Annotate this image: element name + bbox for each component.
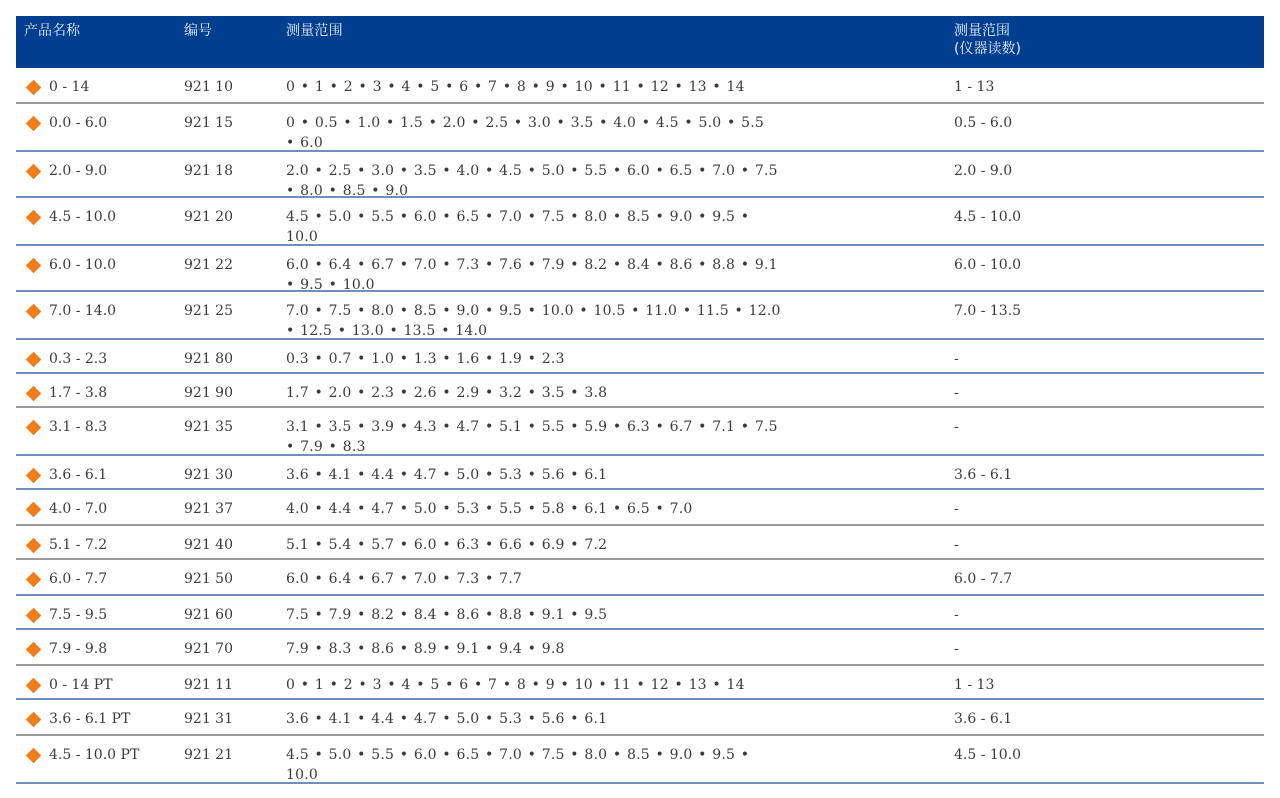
range-line-1: 6.0 • 6.4 • 6.7 • 7.0 • 7.3 • 7.6 • 7.9 • 8.2 • 8.4 • 8.6 • 8.8 • 9.1 (286, 257, 778, 273)
orange-diamond-bullet-icon (26, 607, 42, 623)
product-code: 921 20 (184, 209, 233, 225)
reading-range: 7.0 - 13.5 (954, 303, 1022, 319)
range-line-1: 0 • 1 • 2 • 3 • 4 • 5 • 6 • 7 • 8 • 9 • 10 • 11 • 12 • 13 • 14 (286, 79, 745, 95)
product-name-cell (24, 417, 107, 437)
orange-diamond-bullet-icon (26, 537, 42, 553)
range-line-2: • 12.5 • 13.0 • 13.5 • 14.0 (286, 323, 488, 339)
range-line-1: 1.7 • 2.0 • 2.3 • 2.6 • 2.9 • 3.2 • 3.5 • 3.8 (286, 385, 608, 401)
range-line-2: • 6.0 (286, 135, 323, 151)
orange-diamond-bullet-icon (26, 419, 42, 435)
range-line-1: 4.5 • 5.0 • 5.5 • 6.0 • 6.5 • 7.0 • 7.5 • 8.0 • 8.5 • 9.0 • 9.5 • (286, 209, 750, 225)
product-code: 921 11 (184, 677, 233, 693)
product-name-cell (24, 161, 107, 181)
product-code: 921 15 (184, 115, 233, 131)
header-reading-range-line2: (仪器读数) (954, 41, 1021, 57)
orange-diamond-bullet-icon (26, 163, 42, 179)
product-code: 921 35 (184, 419, 233, 435)
product-name: 3.6 - 6.1 (49, 467, 108, 483)
measurement-range (286, 417, 926, 457)
product-name: 3.6 - 6.1 PT (49, 711, 131, 727)
measurement-range (286, 113, 926, 153)
product-name-cell (24, 639, 107, 659)
reading-range: 4.5 - 10.0 (954, 209, 1022, 225)
orange-diamond-bullet-icon (26, 351, 42, 367)
range-line-1: 3.1 • 3.5 • 3.9 • 4.3 • 4.7 • 5.1 • 5.5 • 5.9 • 6.3 • 6.7 • 7.1 • 7.5 (286, 419, 778, 435)
product-code: 921 25 (184, 303, 233, 319)
product-name-cell (24, 499, 107, 519)
header-reading-range-line1: 测量范围 (954, 23, 1010, 39)
product-code: 921 80 (184, 351, 233, 367)
product-name-cell (24, 605, 107, 625)
measurement-range (286, 161, 926, 201)
product-name: 4.5 - 10.0 PT (49, 747, 140, 763)
product-name: 0 - 14 (49, 79, 90, 95)
reading-range: - (954, 641, 959, 657)
product-code: 921 90 (184, 385, 233, 401)
reading-range: 0.5 - 6.0 (954, 115, 1013, 131)
header-product-name: 产品名称 (24, 23, 80, 39)
reading-range: 4.5 - 10.0 (954, 747, 1022, 763)
table-row (16, 666, 1264, 700)
orange-diamond-bullet-icon (26, 747, 42, 763)
table-body (16, 68, 1264, 784)
orange-diamond-bullet-icon (26, 385, 42, 401)
table-header (16, 16, 1264, 68)
range-line-2: • 7.9 • 8.3 (286, 439, 366, 455)
measurement-range (286, 207, 926, 247)
table-row (16, 700, 1264, 736)
reading-range: - (954, 501, 959, 517)
product-name-cell (24, 349, 107, 369)
orange-diamond-bullet-icon (26, 467, 42, 483)
range-line-1: 7.0 • 7.5 • 8.0 • 8.5 • 9.0 • 9.5 • 10.0 • 10.5 • 11.0 • 11.5 • 12.0 (286, 303, 781, 319)
range-line-1: 7.5 • 7.9 • 8.2 • 8.4 • 8.6 • 8.8 • 9.1 • 9.5 (286, 607, 608, 623)
product-name-cell (24, 383, 107, 403)
product-range-table (16, 16, 1264, 784)
table-row (16, 198, 1264, 246)
product-name-cell (24, 535, 107, 555)
product-name: 2.0 - 9.0 (49, 163, 108, 179)
orange-diamond-bullet-icon (26, 677, 42, 693)
range-line-1: 7.9 • 8.3 • 8.6 • 8.9 • 9.1 • 9.4 • 9.8 (286, 641, 565, 657)
product-name-cell (24, 113, 107, 133)
range-line-1: 4.5 • 5.0 • 5.5 • 6.0 • 6.5 • 7.0 • 7.5 • 8.0 • 8.5 • 9.0 • 9.5 • (286, 747, 750, 763)
product-name: 7.9 - 9.8 (49, 641, 108, 657)
product-code: 921 70 (184, 641, 233, 657)
product-name-cell (24, 465, 107, 485)
table-row (16, 292, 1264, 340)
product-name-cell (24, 77, 89, 97)
product-name: 4.5 - 10.0 (49, 209, 117, 225)
table-row (16, 560, 1264, 596)
table-row (16, 456, 1264, 490)
table-row (16, 526, 1264, 560)
range-line-1: 3.6 • 4.1 • 4.4 • 4.7 • 5.0 • 5.3 • 5.6 • 6.1 (286, 467, 608, 483)
range-line-1: 5.1 • 5.4 • 5.7 • 6.0 • 6.3 • 6.6 • 6.9 • 7.2 (286, 537, 608, 553)
product-name: 5.1 - 7.2 (49, 537, 108, 553)
reading-range: 3.6 - 6.1 (954, 711, 1013, 727)
range-line-1: 4.0 • 4.4 • 4.7 • 5.0 • 5.3 • 5.5 • 5.8 • 6.1 • 6.5 • 7.0 (286, 501, 693, 517)
product-code: 921 10 (184, 79, 233, 95)
range-line-1: 0 • 1 • 2 • 3 • 4 • 5 • 6 • 7 • 8 • 9 • 10 • 11 • 12 • 13 • 14 (286, 677, 745, 693)
orange-diamond-bullet-icon (26, 115, 42, 131)
header-reading-range (954, 22, 1021, 58)
product-name: 0 - 14 PT (49, 677, 113, 693)
product-name: 3.1 - 8.3 (49, 419, 108, 435)
product-code: 921 60 (184, 607, 233, 623)
product-code: 921 18 (184, 163, 233, 179)
product-name: 0.3 - 2.3 (49, 351, 108, 367)
product-name: 7.5 - 9.5 (49, 607, 108, 623)
product-code: 921 22 (184, 257, 233, 273)
product-code: 921 31 (184, 711, 233, 727)
measurement-range (286, 255, 926, 295)
range-line-2: 10.0 (286, 229, 318, 245)
table-row (16, 596, 1264, 630)
table-row (16, 152, 1264, 198)
product-name: 0.0 - 6.0 (49, 115, 108, 131)
table-row (16, 630, 1264, 666)
range-line-1: 6.0 • 6.4 • 6.7 • 7.0 • 7.3 • 7.7 (286, 571, 522, 587)
table-row (16, 104, 1264, 152)
range-line-1: 3.6 • 4.1 • 4.4 • 4.7 • 5.0 • 5.3 • 5.6 • 6.1 (286, 711, 608, 727)
product-name: 4.0 - 7.0 (49, 501, 108, 517)
range-line-2: 10.0 (286, 767, 318, 783)
reading-range: - (954, 419, 959, 435)
product-name-cell (24, 569, 107, 589)
table-row (16, 340, 1264, 374)
orange-diamond-bullet-icon (26, 209, 42, 225)
orange-diamond-bullet-icon (26, 257, 42, 273)
table-row (16, 736, 1264, 784)
orange-diamond-bullet-icon (26, 501, 42, 517)
reading-range: 2.0 - 9.0 (954, 163, 1013, 179)
product-name-cell (24, 709, 130, 729)
product-code: 921 40 (184, 537, 233, 553)
range-line-2: • 9.5 • 10.0 (286, 277, 375, 293)
orange-diamond-bullet-icon (26, 303, 42, 319)
orange-diamond-bullet-icon (26, 711, 42, 727)
range-line-1: 0.3 • 0.7 • 1.0 • 1.3 • 1.6 • 1.9 • 2.3 (286, 351, 565, 367)
product-name: 1.7 - 3.8 (49, 385, 108, 401)
product-name: 6.0 - 10.0 (49, 257, 117, 273)
reading-range: 3.6 - 6.1 (954, 467, 1013, 483)
reading-range: 6.0 - 10.0 (954, 257, 1022, 273)
reading-range: 1 - 13 (954, 677, 995, 693)
reading-range: - (954, 537, 959, 553)
table-row (16, 374, 1264, 408)
product-name: 7.0 - 14.0 (49, 303, 117, 319)
reading-range: - (954, 351, 959, 367)
product-code: 921 37 (184, 501, 233, 517)
range-line-1: 2.0 • 2.5 • 3.0 • 3.5 • 4.0 • 4.5 • 5.0 • 5.5 • 6.0 • 6.5 • 7.0 • 7.5 (286, 163, 778, 179)
product-name-cell (24, 675, 113, 695)
header-code: 编号 (184, 23, 212, 39)
orange-diamond-bullet-icon (26, 571, 42, 587)
reading-range: - (954, 385, 959, 401)
orange-diamond-bullet-icon (26, 641, 42, 657)
header-range: 测量范围 (286, 23, 343, 39)
product-name-cell (24, 745, 139, 765)
product-name-cell (24, 207, 116, 227)
table-row (16, 408, 1264, 456)
product-name-cell (24, 301, 116, 321)
range-line-1: 0 • 0.5 • 1.0 • 1.5 • 2.0 • 2.5 • 3.0 • 3.5 • 4.0 • 4.5 • 5.0 • 5.5 (286, 115, 764, 131)
table-row (16, 68, 1264, 104)
reading-range: - (954, 607, 959, 623)
reading-range: 6.0 - 7.7 (954, 571, 1013, 587)
product-name-cell (24, 255, 116, 275)
table-row (16, 246, 1264, 292)
orange-diamond-bullet-icon (26, 79, 42, 95)
product-code: 921 30 (184, 467, 233, 483)
measurement-range (286, 301, 926, 341)
product-code: 921 50 (184, 571, 233, 587)
range-line-2: • 8.0 • 8.5 • 9.0 (286, 183, 409, 199)
product-code: 921 21 (184, 747, 233, 763)
measurement-range (286, 745, 926, 785)
reading-range: 1 - 13 (954, 79, 995, 95)
table-row (16, 490, 1264, 526)
product-name: 6.0 - 7.7 (49, 571, 108, 587)
